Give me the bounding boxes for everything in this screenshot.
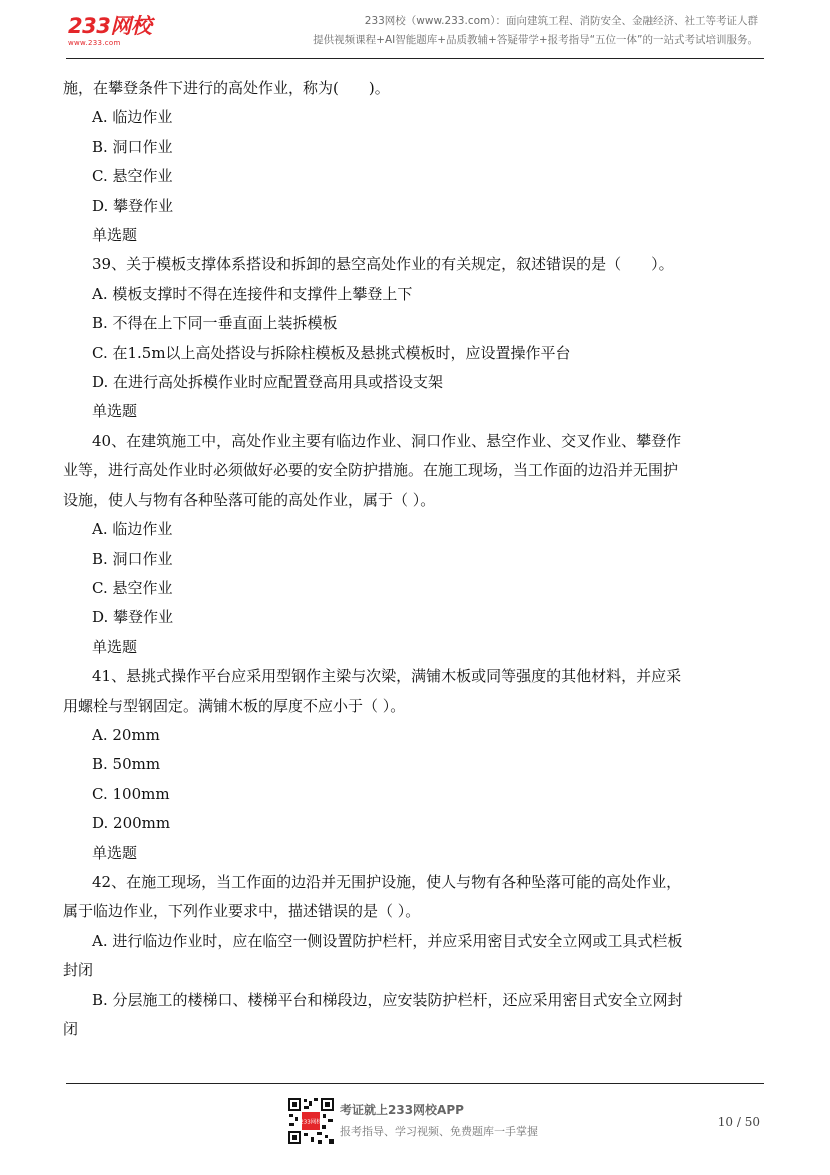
text-line: A. 临边作业 bbox=[92, 108, 173, 127]
text-line: D. 在进行高处拆模作业时应配置登高用具或搭设支架 bbox=[92, 373, 444, 392]
qr-badge-text: 233网校 bbox=[300, 1119, 322, 1126]
text-line: D. 200mm bbox=[92, 814, 171, 833]
text-line: C. 悬空作业 bbox=[92, 167, 173, 186]
text-line: 39、关于模板支撑体系搭设和拆卸的悬空高处作业的有关规定，叙述错误的是（ ）。 bbox=[92, 255, 674, 274]
slogan-line-1: 233网校（www.233.com）：面向建筑工程、消防安全、金融经济、社工等考证人群 bbox=[364, 15, 758, 27]
text-line: C. 在1.5m以上高处搭设与拆除柱模板及悬挑式模板时，应设置操作平台 bbox=[92, 343, 571, 362]
text-line: D. 攀登作业 bbox=[92, 196, 174, 215]
text-line: A. 进行临边作业时，应在临空一侧设置防护栏杆，并应采用密目式安全立网或工具式栏板 bbox=[92, 931, 683, 950]
document-body bbox=[63, 74, 767, 1044]
app-promo-subtitle: 报考指导、学习视频、免费题库一手掌握 bbox=[340, 1125, 538, 1138]
text-line: 41、悬挑式操作平台应采用型钢作主梁与次梁，满铺木板或同等强度的其他材料，并应采 bbox=[92, 667, 682, 686]
text-line: B. 洞口作业 bbox=[92, 137, 173, 156]
text-line: 属于临边作业，下列作业要求中，描述错误的是（ ）。 bbox=[63, 902, 421, 921]
text-line: D. 攀登作业 bbox=[92, 608, 174, 627]
text-line: 业等，进行高处作业时必须做好必要的安全防护措施。在施工现场，当工作面的边沿并无围护 bbox=[63, 461, 679, 480]
text-line: A. 临边作业 bbox=[92, 520, 173, 539]
text-line: B. 不得在上下同一垂直面上装拆模板 bbox=[92, 314, 338, 333]
footer-divider bbox=[66, 1083, 764, 1084]
text-line: 单选题 bbox=[92, 637, 138, 656]
text-line: 40、在建筑施工中，高处作业主要有临边作业、洞口作业、悬空作业、交叉作业、攀登作 bbox=[92, 431, 682, 450]
text-line: 单选题 bbox=[92, 843, 138, 862]
text-line: C. 100mm bbox=[92, 784, 170, 803]
slogan-line-2: 提供视频课程+AI智能题库+品质教辅+答疑带学+报考指导“五位一体”的一站式考试培训服务。 bbox=[313, 34, 758, 46]
text-line: 闭 bbox=[63, 1020, 79, 1038]
qr-code-icon bbox=[287, 1097, 335, 1145]
text-line: A. 模板支撑时不得在连接件和支撑件上攀登上下 bbox=[92, 284, 413, 303]
text-line: B. 洞口作业 bbox=[92, 549, 173, 568]
text-line: C. 悬空作业 bbox=[92, 578, 173, 597]
text-line: B. 分层施工的楼梯口、楼梯平台和梯段边，应安装防护栏杆，还应采用密目式安全立网封 bbox=[92, 990, 683, 1009]
text-line: 42、在施工现场，当工作面的边沿并无围护设施，使人与物有各种坠落可能的高处作业， bbox=[92, 872, 682, 891]
text-line: 施，在攀登条件下进行的高处作业，称为( )。 bbox=[63, 79, 390, 97]
text-line: 单选题 bbox=[92, 226, 138, 245]
logo-text: 233网校 bbox=[68, 14, 152, 38]
page-header bbox=[0, 0, 830, 62]
text-line: 封闭 bbox=[63, 961, 94, 980]
site-logo[interactable] bbox=[68, 10, 151, 47]
text-line: A. 20mm bbox=[92, 725, 160, 744]
text-line: 用螺栓与型钢固定。满铺木板的厚度不应小于（ ）。 bbox=[63, 696, 406, 715]
text-line: B. 50mm bbox=[92, 755, 161, 774]
text-line: 设施，使人与物有各种坠落可能的高处作业，属于（ ）。 bbox=[63, 490, 436, 509]
logo-url: www.233.com bbox=[68, 39, 121, 47]
text-line: 单选题 bbox=[92, 402, 138, 421]
header-divider bbox=[66, 58, 764, 59]
app-promo-title[interactable]: 考证就上233网校APP bbox=[340, 1103, 464, 1117]
page-number: 10 / 50 bbox=[717, 1115, 760, 1129]
header-slogan bbox=[313, 12, 758, 50]
